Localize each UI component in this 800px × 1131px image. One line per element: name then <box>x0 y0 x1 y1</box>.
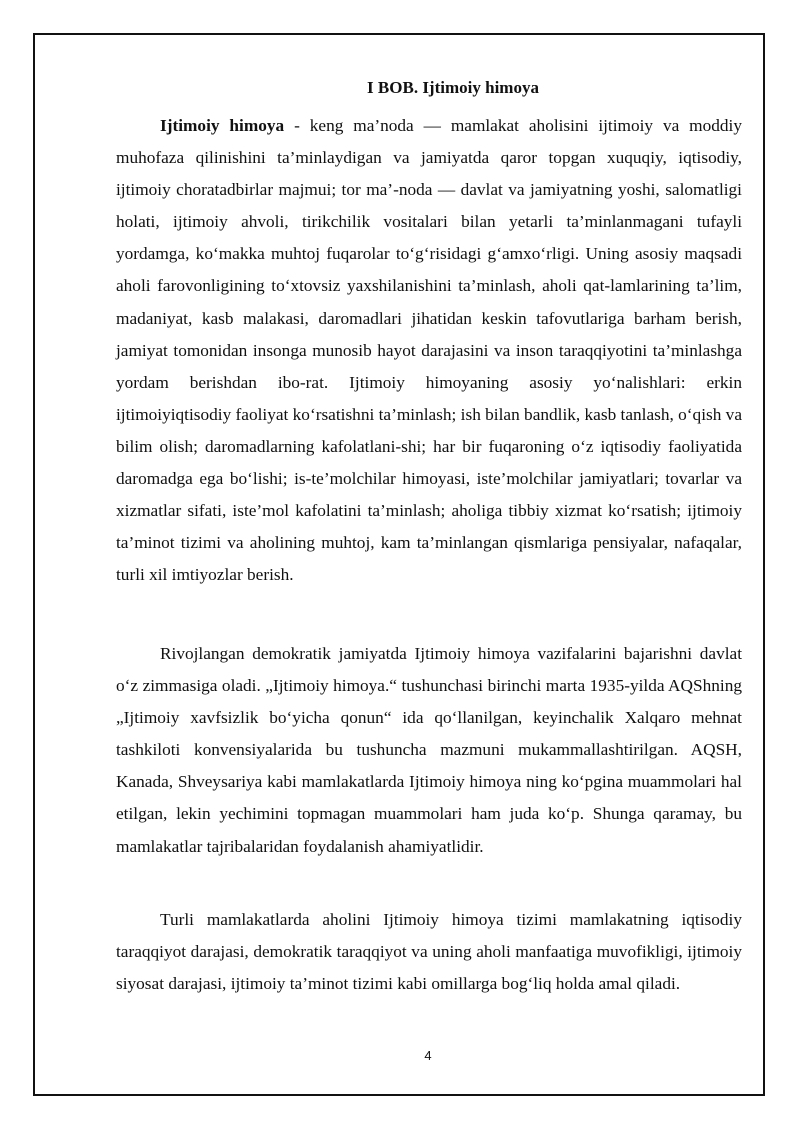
page-number: 4 <box>424 1048 432 1063</box>
paragraph-definition-text: - keng ma’noda — mamlakat aholisini ijtimoiy va moddiy muhofaza qilinishini ta’minlaydigan va jamiyatda qaror topgan xuquqiy, iqtisodiy, ijtimoiy choratadbirlar majmui; tor ma’-noda — davlat va jamiyatning yoshi, salomatligi holati, ijtimoiy ahvoli, tirikchilik vositalari bilan yetarli ta’minlanmagani tufayli yordamga, ko‘makka muhtoj fuqarolar to‘g‘risidagi g‘amxo‘rligi. Uning asosiy maqsadi aholi farovonligining to‘xtovsiz yaxshilanishini ta’minlash, aholi qat-lamlarining ta’lim, madaniyat, kasb malakasi, daromadlari jihatidan keskin tafovutlariga barham berish, jamiyat tomonidan insonga munosib hayot darajasini va inson taraqqiyotini ta’minlashga yordam berishdan ibo-rat. Ijtimoiy himoyaning asosiy yo‘nalishlari: erkin ijtimoiyiqtisodiy faoliyat ko‘rsatishni ta’minlash; ish bilan bandlik, kasb tanlash, o‘qish va bilim olish; daromadlarning kafolatlani-shi; har bir fuqaroning o‘z iqtisodiy faoliyatida daromadga ega bo‘lishi; is-te’molchilar himoyasi, iste’molchilar jamiyatlari; tovarlar va xizmatlar sifati, iste’mol kafolatini ta’minlash; aholiga tibbiy xizmat ko‘rsatish; ijtimoiy ta’minot tizimi va aholining muhtoj, kam ta’minlangan qismlariga pensiyalar, nafaqalar, turli xil imtiyozlar berish. <box>116 116 742 585</box>
paragraph-conclusion: Turli mamlakatlarda aholini Ijtimoiy himoya tizimi mamlakatning iqtisodiy taraqqiyot darajasi, demokratik taraqqiyot va uning aholi manfaatiga muvofikligi, ijtimoiy siyosat darajasi, ijtimoiy ta’minot tizimi kabi omillarga bog‘liq holda amal qiladi. <box>116 910 742 994</box>
paragraph-definition <box>116 110 742 591</box>
defined-term: Ijtimoiy himoya <box>160 116 285 135</box>
chapter-heading: I BOB. Ijtimoiy himoya <box>367 78 539 97</box>
paragraph-history: Rivojlangan demokratik jamiyatda Ijtimoiy himoya vazifalarini bajarishni davlat o‘z zimmasiga oladi. „Ijtimoiy himoya.“ tushunchasi birinchi marta 1935-yilda AQShning „Ijtimoiy xavfsizlik bo‘yicha qonun“ ida qo‘llanilgan, keyinchalik Xalqaro mehnat tashkiloti konvensiyalarida bu tushuncha mazmuni mukammallashtirilgan. AQSH, Kanada, Shveysariya kabi mamlakatlarda Ijtimoiy himoya ning ko‘pgina muammolari hal etilgan, lekin yechimini topmagan muammolari ham juda ko‘p. Shunga qaramay, bu mamlakatlar tajribalaridan foydalanish ahamiyatlidir. <box>116 644 742 856</box>
